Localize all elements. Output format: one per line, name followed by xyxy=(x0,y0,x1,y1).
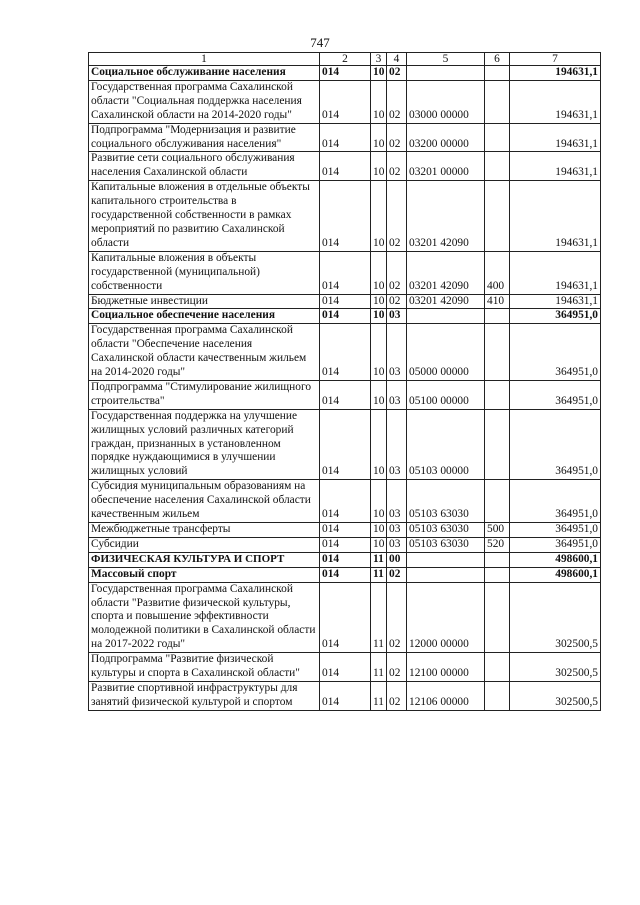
section-code: 10 xyxy=(371,523,387,538)
table-row xyxy=(89,380,601,409)
row-name: Государственная поддержка на улучшение жилищных условий различных категорий граждан, признанных в установленном порядке нуждающимися в улучшении жилищных условий xyxy=(89,409,320,480)
table-row xyxy=(89,251,601,294)
subsection-code: 02 xyxy=(387,123,407,152)
expense-type-code xyxy=(485,80,510,123)
section-code: 11 xyxy=(371,567,387,582)
amount: 302500,5 xyxy=(510,681,601,710)
ministry-code: 014 xyxy=(320,80,371,123)
subsection-code: 02 xyxy=(387,681,407,710)
section-code: 10 xyxy=(371,181,387,252)
table-row xyxy=(89,567,601,582)
amount: 302500,5 xyxy=(510,653,601,682)
subsection-code: 00 xyxy=(387,552,407,567)
expense-type-code xyxy=(485,309,510,324)
subsection-code: 03 xyxy=(387,409,407,480)
amount: 364951,0 xyxy=(510,523,601,538)
column-header: 6 xyxy=(485,53,510,66)
subsection-code: 02 xyxy=(387,66,407,81)
amount: 364951,0 xyxy=(510,324,601,381)
table-row xyxy=(89,681,601,710)
expense-type-code xyxy=(485,567,510,582)
budget-table xyxy=(88,52,601,711)
subsection-code: 03 xyxy=(387,324,407,381)
subsection-code: 02 xyxy=(387,294,407,309)
table-row xyxy=(89,409,601,480)
amount: 194631,1 xyxy=(510,123,601,152)
section-code: 11 xyxy=(371,552,387,567)
ministry-code: 014 xyxy=(320,181,371,252)
table-row xyxy=(89,523,601,538)
expense-type-code: 410 xyxy=(485,294,510,309)
table-row xyxy=(89,66,601,81)
row-name: Подпрограмма "Модернизация и развитие социального обслуживания населения" xyxy=(89,123,320,152)
amount: 302500,5 xyxy=(510,582,601,653)
expense-type-code xyxy=(485,681,510,710)
expense-type-code: 520 xyxy=(485,537,510,552)
program-code: 03201 42090 xyxy=(407,181,485,252)
table-row xyxy=(89,582,601,653)
program-code xyxy=(407,66,485,81)
section-code: 10 xyxy=(371,480,387,523)
expense-type-code xyxy=(485,324,510,381)
table-row xyxy=(89,123,601,152)
program-code: 05100 00000 xyxy=(407,380,485,409)
program-code: 12106 00000 xyxy=(407,681,485,710)
ministry-code: 014 xyxy=(320,152,371,181)
program-code xyxy=(407,309,485,324)
amount: 194631,1 xyxy=(510,80,601,123)
subsection-code: 02 xyxy=(387,152,407,181)
amount: 364951,0 xyxy=(510,409,601,480)
table-row xyxy=(89,653,601,682)
ministry-code: 014 xyxy=(320,324,371,381)
expense-type-code xyxy=(485,552,510,567)
section-code: 10 xyxy=(371,380,387,409)
ministry-code: 014 xyxy=(320,294,371,309)
section-code: 10 xyxy=(371,80,387,123)
program-code: 05103 63030 xyxy=(407,537,485,552)
program-code: 03000 00000 xyxy=(407,80,485,123)
table-row xyxy=(89,294,601,309)
section-code: 10 xyxy=(371,309,387,324)
section-code: 10 xyxy=(371,251,387,294)
table-row xyxy=(89,152,601,181)
row-name: Государственная программа Сахалинской области "Развитие физической культуры, спорта и повышение эффективности молодежной политики в Сахалинской области на 2017-2022 годы" xyxy=(89,582,320,653)
ministry-code: 014 xyxy=(320,582,371,653)
table-row xyxy=(89,480,601,523)
table-row xyxy=(89,309,601,324)
expense-type-code: 400 xyxy=(485,251,510,294)
subsection-code: 02 xyxy=(387,181,407,252)
section-code: 10 xyxy=(371,66,387,81)
expense-type-code xyxy=(485,181,510,252)
row-name: Массовый спорт xyxy=(89,567,320,582)
ministry-code: 014 xyxy=(320,567,371,582)
subsection-code: 02 xyxy=(387,567,407,582)
row-name: ФИЗИЧЕСКАЯ КУЛЬТУРА И СПОРТ xyxy=(89,552,320,567)
program-code: 05103 63030 xyxy=(407,523,485,538)
subsection-code: 02 xyxy=(387,582,407,653)
expense-type-code xyxy=(485,152,510,181)
ministry-code: 014 xyxy=(320,251,371,294)
program-code: 03200 00000 xyxy=(407,123,485,152)
row-name: Капитальные вложения в отдельные объекты капитального строительства в государственной собственности в рамках мероприятий по развитию Сахалинской области xyxy=(89,181,320,252)
ministry-code: 014 xyxy=(320,380,371,409)
program-code: 03201 42090 xyxy=(407,251,485,294)
column-header: 4 xyxy=(387,53,407,66)
expense-type-code xyxy=(485,582,510,653)
section-code: 10 xyxy=(371,123,387,152)
program-code: 03201 42090 xyxy=(407,294,485,309)
row-name: Субсидии xyxy=(89,537,320,552)
program-code xyxy=(407,552,485,567)
amount: 194631,1 xyxy=(510,152,601,181)
row-name: Социальное обеспечение населения xyxy=(89,309,320,324)
subsection-code: 02 xyxy=(387,80,407,123)
row-name: Государственная программа Сахалинской области "Обеспечение населения Сахалинской области качественным жильем на 2014-2020 годы" xyxy=(89,324,320,381)
amount: 364951,0 xyxy=(510,380,601,409)
amount: 364951,0 xyxy=(510,309,601,324)
section-code: 10 xyxy=(371,294,387,309)
section-code: 10 xyxy=(371,152,387,181)
amount: 194631,1 xyxy=(510,66,601,81)
table-row xyxy=(89,552,601,567)
column-header-row xyxy=(89,53,601,66)
ministry-code: 014 xyxy=(320,681,371,710)
column-header: 1 xyxy=(89,53,320,66)
program-code: 12100 00000 xyxy=(407,653,485,682)
section-code: 11 xyxy=(371,653,387,682)
amount: 498600,1 xyxy=(510,567,601,582)
expense-type-code xyxy=(485,380,510,409)
amount: 364951,0 xyxy=(510,480,601,523)
expense-type-code xyxy=(485,66,510,81)
ministry-code: 014 xyxy=(320,653,371,682)
row-name: Субсидия муниципальным образованиям на обеспечение населения Сахалинской области качественным жильем xyxy=(89,480,320,523)
section-code: 10 xyxy=(371,324,387,381)
subsection-code: 03 xyxy=(387,480,407,523)
ministry-code: 014 xyxy=(320,66,371,81)
column-header: 2 xyxy=(320,53,371,66)
program-code xyxy=(407,567,485,582)
section-code: 10 xyxy=(371,409,387,480)
expense-type-code xyxy=(485,480,510,523)
expense-type-code: 500 xyxy=(485,523,510,538)
column-header: 7 xyxy=(510,53,601,66)
ministry-code: 014 xyxy=(320,409,371,480)
program-code: 03201 00000 xyxy=(407,152,485,181)
ministry-code: 014 xyxy=(320,309,371,324)
page-number: 747 xyxy=(310,35,330,50)
program-code: 05103 00000 xyxy=(407,409,485,480)
row-name: Государственная программа Сахалинской области "Социальная поддержка населения Сахалинской области на 2014-2020 годы" xyxy=(89,80,320,123)
table-row xyxy=(89,324,601,381)
amount: 498600,1 xyxy=(510,552,601,567)
column-header: 3 xyxy=(371,53,387,66)
ministry-code: 014 xyxy=(320,552,371,567)
table-row xyxy=(89,537,601,552)
expense-type-code xyxy=(485,409,510,480)
amount: 194631,1 xyxy=(510,294,601,309)
column-header: 5 xyxy=(407,53,485,66)
program-code: 05103 63030 xyxy=(407,480,485,523)
expense-type-code xyxy=(485,653,510,682)
row-name: Подпрограмма "Развитие физической культуры и спорта в Сахалинской области" xyxy=(89,653,320,682)
table-row xyxy=(89,80,601,123)
expense-type-code xyxy=(485,123,510,152)
program-code: 12000 00000 xyxy=(407,582,485,653)
section-code: 11 xyxy=(371,582,387,653)
amount: 364951,0 xyxy=(510,537,601,552)
subsection-code: 03 xyxy=(387,309,407,324)
subsection-code: 02 xyxy=(387,251,407,294)
subsection-code: 02 xyxy=(387,653,407,682)
table-row xyxy=(89,181,601,252)
ministry-code: 014 xyxy=(320,523,371,538)
row-name: Межбюджетные трансферты xyxy=(89,523,320,538)
section-code: 10 xyxy=(371,537,387,552)
amount: 194631,1 xyxy=(510,181,601,252)
subsection-code: 03 xyxy=(387,537,407,552)
row-name: Развитие спортивной инфраструктуры для занятий физической культурой и спортом xyxy=(89,681,320,710)
row-name: Развитие сети социального обслуживания населения Сахалинской области xyxy=(89,152,320,181)
section-code: 11 xyxy=(371,681,387,710)
row-name: Бюджетные инвестиции xyxy=(89,294,320,309)
subsection-code: 03 xyxy=(387,380,407,409)
row-name: Социальное обслуживание населения xyxy=(89,66,320,81)
amount: 194631,1 xyxy=(510,251,601,294)
subsection-code: 03 xyxy=(387,523,407,538)
ministry-code: 014 xyxy=(320,480,371,523)
row-name: Капитальные вложения в объекты государственной (муниципальной) собственности xyxy=(89,251,320,294)
ministry-code: 014 xyxy=(320,123,371,152)
ministry-code: 014 xyxy=(320,537,371,552)
row-name: Подпрограмма "Стимулирование жилищного строительства" xyxy=(89,380,320,409)
program-code: 05000 00000 xyxy=(407,324,485,381)
